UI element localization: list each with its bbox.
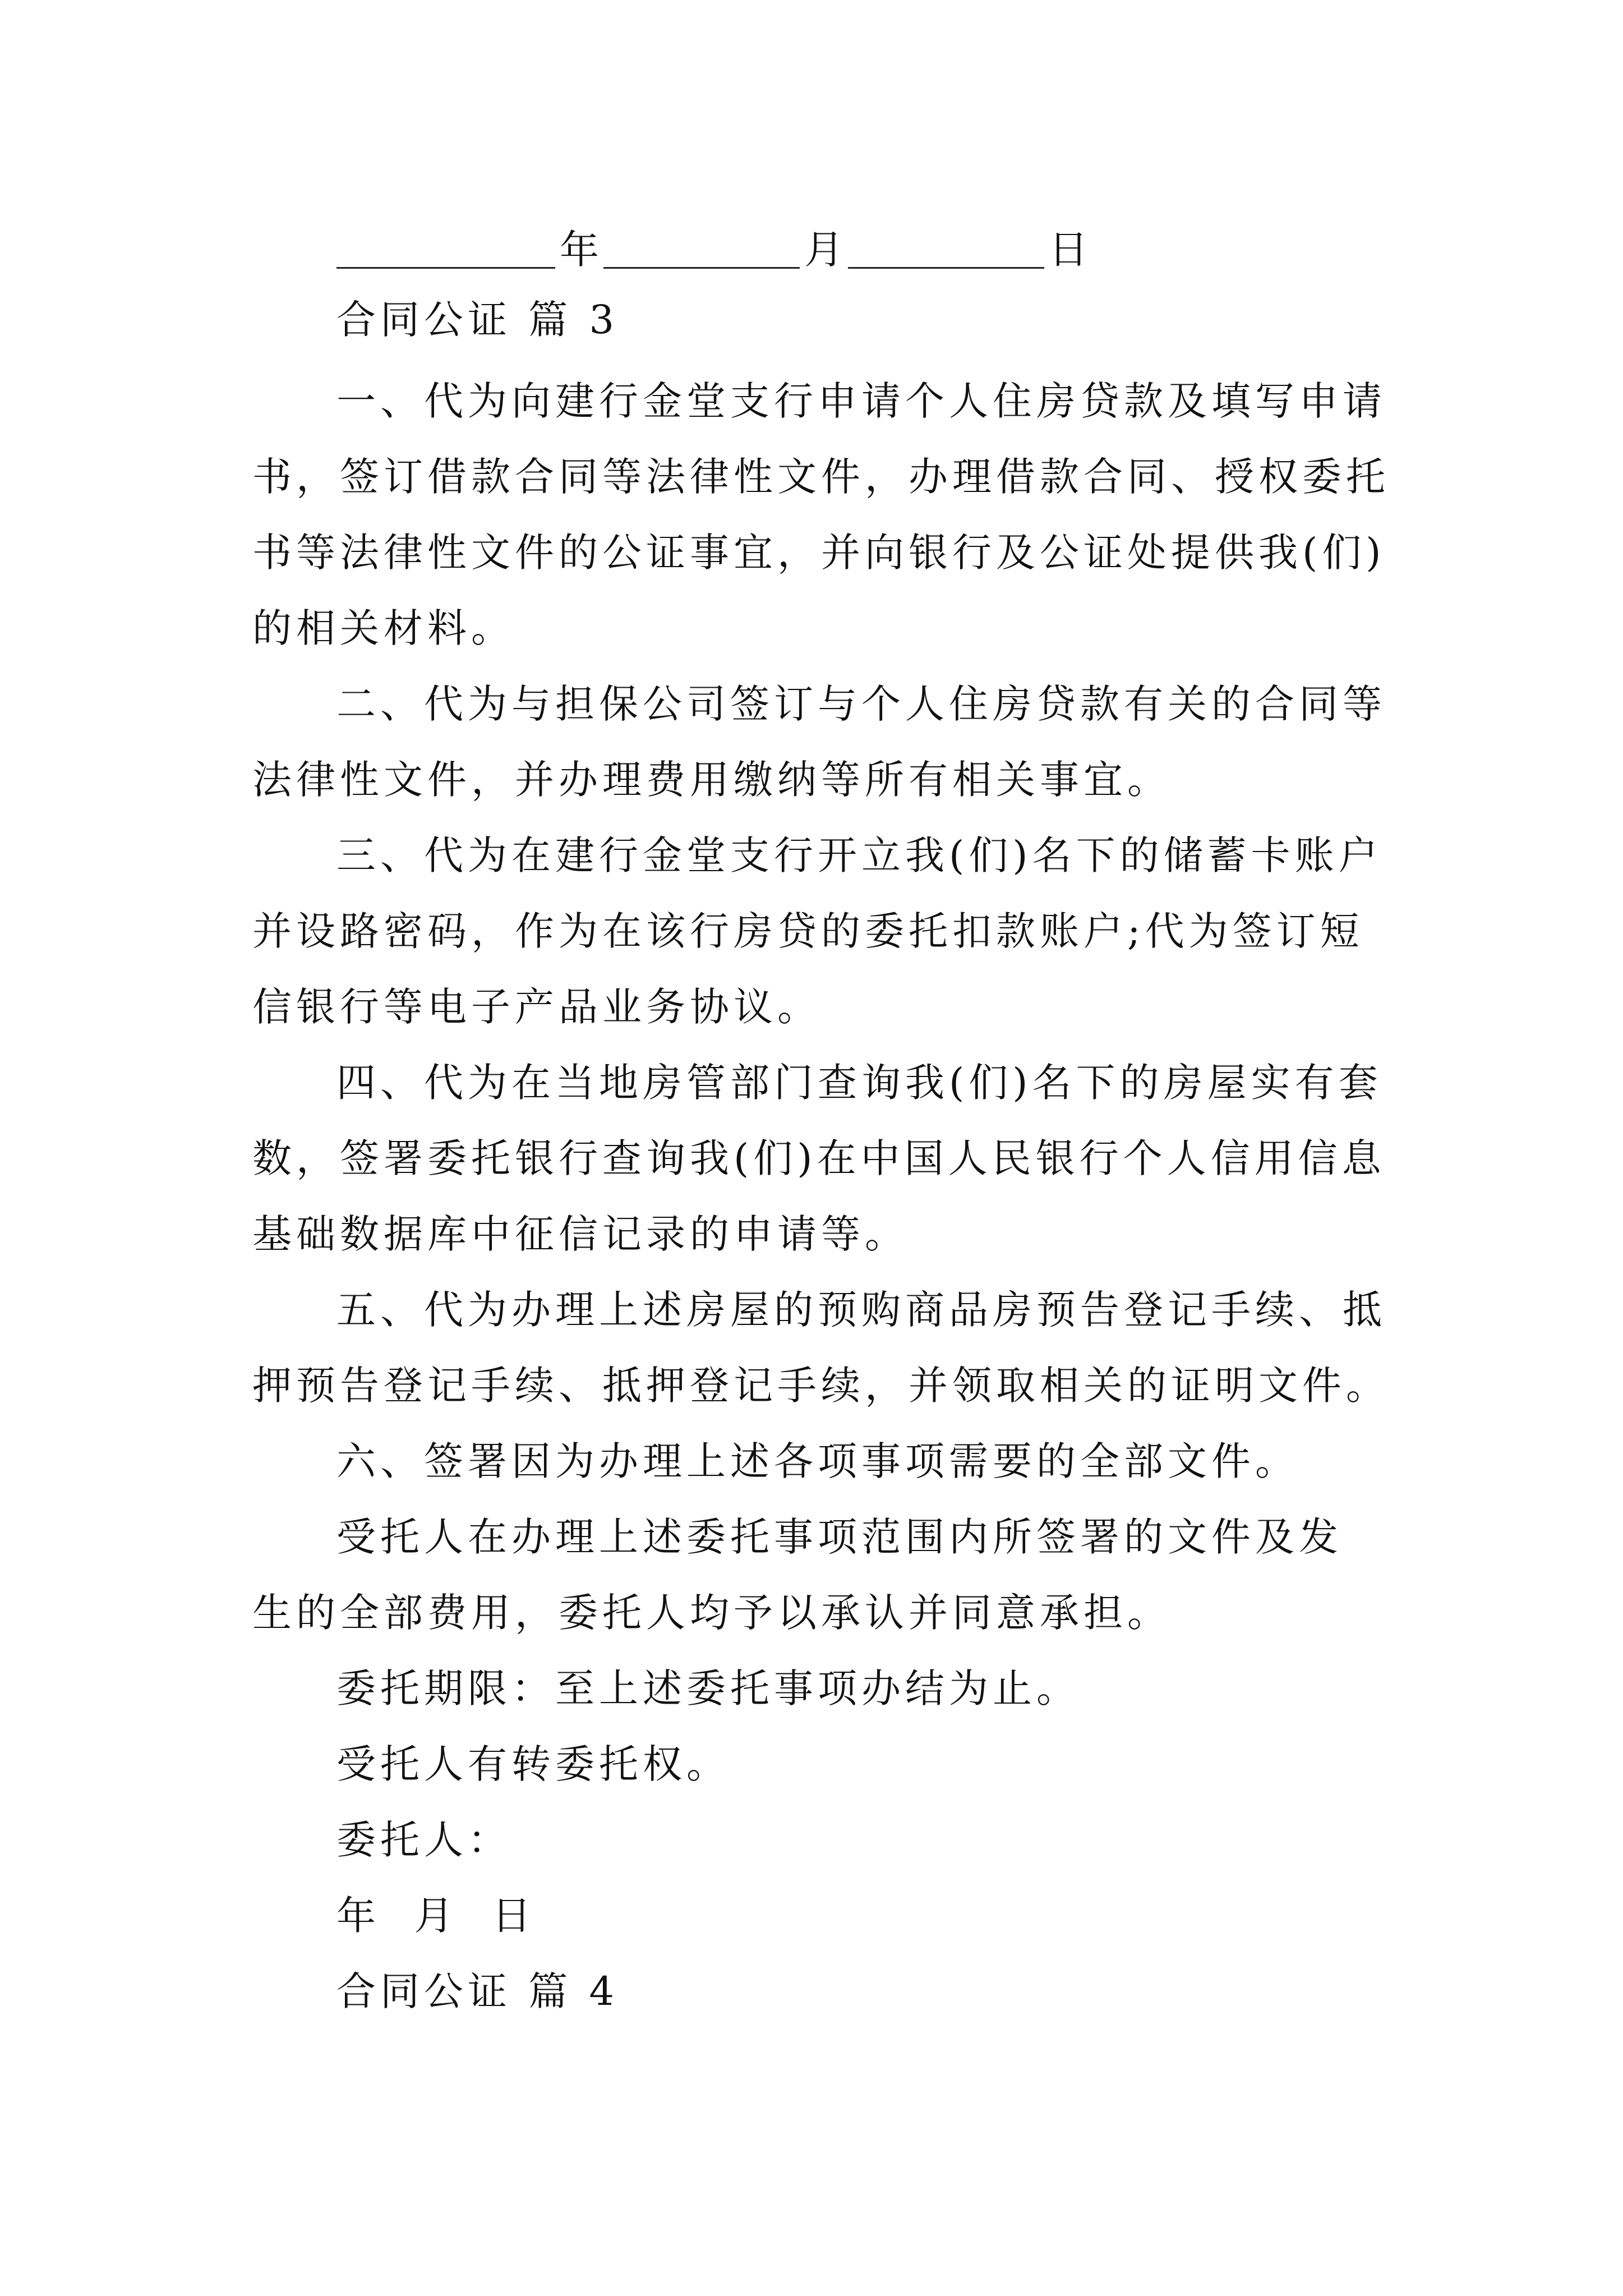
year-blank (336, 222, 555, 269)
year-label: 年 (560, 227, 599, 273)
paragraph-4-line-1: 四、代为在当地房管部门查询我(们)名下的房屋实有套 (336, 1060, 1382, 1106)
day-blank (848, 222, 1044, 269)
paragraph-4-line-3: 基础数据库中征信记录的申请等。 (252, 1211, 909, 1257)
paragraph-3-line-1: 三、代为在建行金堂支行开立我(们)名下的储蓄卡账户 (336, 832, 1382, 878)
paragraph-1-line-1: 一、代为向建行金堂支行申请个人住房贷款及填写申请 (336, 378, 1386, 424)
paragraph-1-line-4: 的相关材料。 (252, 605, 515, 651)
paragraph-5-line-1: 五、代为办理上述房屋的预购商品房预告登记手续、抵 (336, 1287, 1386, 1333)
paragraph-1-line-3: 书等法律性文件的公证事宜，并向银行及公证处提供我(们) (252, 530, 1386, 576)
principal-line: 委托人： (336, 1817, 511, 1863)
paragraph-3-line-2: 并设路密码，作为在该行房贷的委托扣款账户;代为签订短 (252, 908, 1364, 954)
day-label: 日 (1049, 227, 1088, 273)
month-label: 月 (804, 227, 843, 273)
paragraph-7-line-1: 受托人在办理上述委托事项范围内所签署的文件及发 (336, 1514, 1343, 1560)
paragraph-6-line-1: 六、签署因为办理上述各项事项需要的全部文件。 (336, 1438, 1299, 1484)
paragraph-5-line-2: 押预告登记手续、抵押登记手续，并领取相关的证明文件。 (252, 1363, 1390, 1409)
transfer-line: 受托人有转委托权。 (336, 1741, 730, 1787)
paragraph-4-line-2: 数，签署委托银行查询我(们)在中国人民银行个人信用信息 (252, 1135, 1386, 1181)
paragraph-2-line-2: 法律性文件，并办理费用缴纳等所有相关事宜。 (252, 757, 1171, 803)
sign-date-line: 年 月 日 (336, 1893, 536, 1939)
paragraph-1-line-2: 书，签订借款合同等法律性文件，办理借款合同、授权委托 (252, 454, 1390, 500)
paragraph-7-line-2: 生的全部费用，委托人均予以承认并同意承担。 (252, 1590, 1171, 1636)
term-line: 委托期限：至上述委托事项办结为止。 (336, 1665, 1080, 1711)
section-4-title: 合同公证 篇 4 (336, 1968, 619, 2014)
paragraph-3-line-3: 信银行等电子产品业务协议。 (252, 984, 821, 1030)
date-fill-line (336, 216, 1092, 278)
section-3-title: 合同公证 篇 3 (336, 297, 619, 343)
paragraph-2-line-1: 二、代为与担保公司签订与个人住房贷款有关的合同等 (336, 681, 1386, 727)
month-blank (603, 222, 800, 269)
